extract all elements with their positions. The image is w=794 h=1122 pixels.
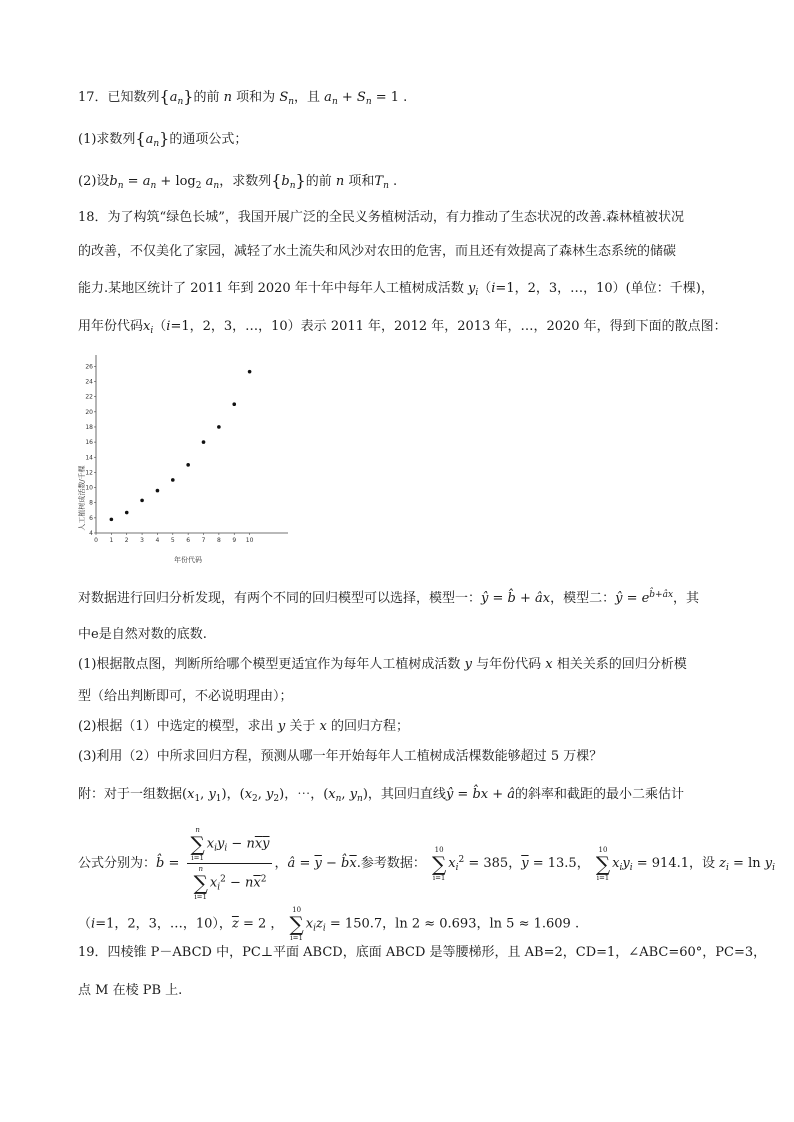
data-point	[232, 402, 236, 406]
x-tick-label: 1	[109, 537, 114, 544]
y-tick-label: 14	[85, 454, 93, 462]
x-tick-label: 4	[155, 537, 160, 544]
y-ticks	[85, 363, 96, 537]
y-tick-label: 22	[85, 393, 93, 401]
data-point	[202, 440, 206, 444]
q18-appendix: 附：对于一组数据($x_1$, $y_1$)，($x_2$, $y_2$)，⋯，($x_n$, $y_n$)，其回归直线ŷ = b̂x + â的斜率和截距的最小二乘估计	[78, 787, 685, 804]
x-tick-label: 5	[170, 537, 175, 544]
data-point	[186, 463, 190, 467]
data-points	[110, 370, 252, 521]
model-two: ŷ = e	[615, 591, 650, 606]
y-tick-label: 10	[85, 484, 93, 492]
q19-stem-line1: 19．四棱锥 P－ABCD 中，PC⊥平面 ABCD，底面 ABCD 是等腰梯形，且 AB=2，CD=1，∠ABC=60°，PC=3，	[78, 945, 767, 960]
q17-part2: (2)设$b_n = a_n + \log_2 a_n$，求数列$\{b_n\}$的前 n 项和$T_n$ .	[78, 171, 398, 191]
data-point	[248, 370, 252, 374]
model-one: ŷ = b̂ + âx	[481, 591, 551, 606]
data-point	[125, 511, 129, 515]
q18-sub1: (1)根据散点图，判断所给哪个模型更适宜作为每年人工植树成活数 y 与年份代码 x 相关关系的回归分析模	[78, 657, 687, 672]
x-tick-label: 9	[232, 537, 237, 544]
x-tick-label: 0	[94, 537, 98, 544]
y-tick-label: 16	[85, 439, 93, 447]
data-point	[171, 478, 175, 482]
data-point	[140, 499, 144, 503]
y-tick-label: 26	[85, 363, 93, 371]
y-tick-label: 6	[89, 514, 93, 522]
regression-line-eq: ŷ = b̂x + â	[445, 787, 515, 802]
q18-reference-line2: （i=1，2，3，…，10），$\overline{z} = 2$ ， 10 ∑ i=1 $x_iz_i = 150.7$，ln 2 ≈ 0.693，ln 5 ≈ 1.609 .	[78, 906, 580, 942]
y-tick-label: 18	[85, 423, 93, 431]
x-tick-label: 7	[201, 537, 206, 544]
x-tick-label: 8	[216, 537, 221, 544]
x-axis-label: 年份代码	[174, 556, 202, 564]
q18-paragraph-line2: 的改善，不仅美化了家园，减轻了水土流失和风沙对农田的危害，而且还有效提高了森林生态系统的储碳	[78, 244, 677, 259]
data-point	[110, 518, 114, 522]
y-tick-label: 4	[89, 530, 93, 537]
slope-formula: n ∑ i=1 $x_iy_i - n\overline{x}\overline{y}$ n ∑ i=1 $x_i^2 - n\overline{x}^2$	[187, 826, 272, 901]
x-tick-label: 6	[186, 537, 191, 544]
q18-sub2: (2)根据（1）中选定的模型，求出 y 关于 x 的回归方程；	[78, 719, 409, 734]
y-tick-label: 12	[85, 469, 93, 477]
q18-paragraph-line4: 用年份代码$x_i(i=1$，2，3，…，10）表示 2011 年，2012 年，2013 年，…，2020 年，得到下面的散点图：	[78, 319, 727, 336]
q18-paragraph-line3: 能力.某地区统计了 2011 年到 2020 年十年中每年人工植树成活数 $y_i(i=1$，2，3，…，10）(单位：千棵)，	[78, 281, 714, 298]
x-tick-label: 3	[140, 537, 144, 544]
y-tick-label: 24	[85, 378, 93, 386]
y-axis-label: 人工植树成活数/千棵	[78, 465, 86, 531]
y-tick-label: 8	[89, 499, 93, 507]
q18-sub1-cont: 型（给出判断即可，不必说明理由）；	[78, 689, 293, 704]
data-point	[217, 425, 221, 429]
q17-stem: 17．已知数列$\{a_n\}$的前 n 项和为 $S_n$，且 $a_n + S_n = 1$ .	[78, 87, 408, 107]
q17-part1: (1)求数列$\{a_n\}$的通项公式；	[78, 129, 248, 149]
q18-sub3: (3)利用（2）中所求回归方程，预测从哪一年开始每年人工植树成活棵数能够超过 5 万棵？	[78, 749, 603, 764]
q17-text: 17．已知数列	[78, 90, 160, 105]
x-ticks	[94, 533, 254, 544]
scatter-plot	[76, 348, 298, 568]
q18-models-line: 对数据进行回归分析发现，有两个不同的回归模型可以选择，模型一：ŷ = b̂ + âx，模型二：ŷ = $e^{b̂+âx}$，其	[78, 590, 700, 606]
q19-stem-line2: 点 M 在棱 PB 上.	[78, 983, 183, 998]
q18-formula-line: 公式分别为：b̂ = n ∑ i=1 $x_iy_i - n\overline{x}\overline{y}$ n ∑ i=1 $x_i^2 - n\overline{x}^2$ ，â = $\overline{y}$ − $b̂\overline{x}$.参考数据： 10 ∑ i=1 $x_i^2 = 385$，$\overline{y} = 13.5$， 10 ∑ i=1 $x_iy_i = 914.1$，设 $z_i = \ln y_i$	[78, 826, 775, 901]
chart-axes	[96, 355, 288, 533]
q18-paragraph-line1: 18．为了构筑“绿色长城”，我国开展广泛的全民义务植树活动，有力推动了生态状况的改善.森林植被状况	[78, 210, 684, 225]
data-point	[156, 489, 160, 493]
q18-models-line2: 中e是自然对数的底数.	[78, 627, 207, 642]
y-tick-label: 20	[85, 408, 93, 416]
x-tick-label: 2	[124, 537, 129, 544]
x-tick-label: 10	[245, 537, 254, 544]
